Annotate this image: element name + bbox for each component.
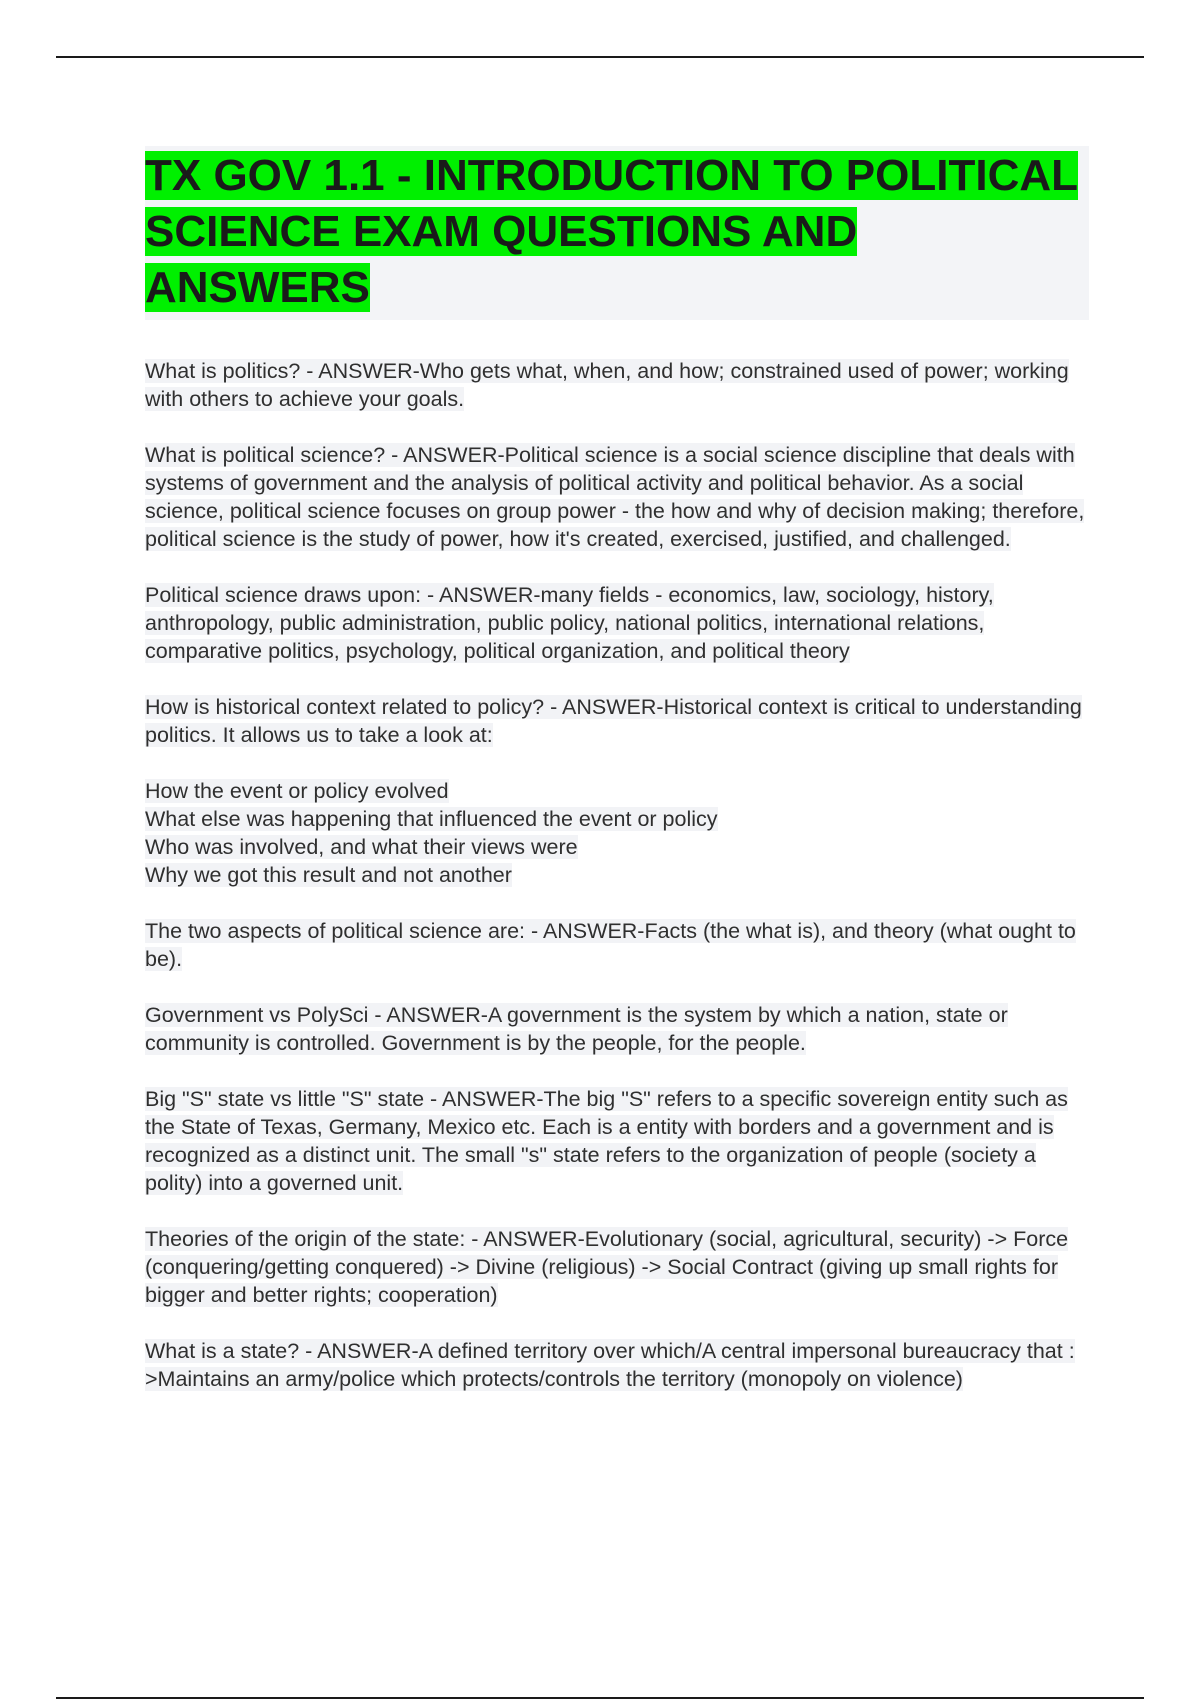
list-item: How the event or policy evolved (145, 779, 449, 803)
bottom-divider (56, 1697, 1144, 1699)
qa-text: What is a state? - ANSWER-A defined territory over which/A central impersonal bureaucracy that : (145, 1339, 1075, 1363)
document-title (145, 148, 1089, 316)
qa-item-historical-context (145, 693, 1089, 749)
qa-item-political-science (145, 441, 1089, 553)
qa-text: What is political science? - ANSWER-Political science is a social science discipline that deals with systems of government and the analysis of political activity and political behavior. As a social science, political science focuses on group power - the how and why of decision making; therefore, political science is the study of power, how it's created, exercised, justified, and challenged. (145, 443, 1085, 551)
list-item: Who was involved, and what their views were (145, 835, 578, 859)
qa-item-what-is-state (145, 1337, 1089, 1365)
qa-item-two-aspects (145, 917, 1089, 973)
list-item: What else was happening that influenced the event or policy (145, 807, 718, 831)
qa-item-politics (145, 357, 1089, 413)
qa-text: Political science draws upon: - ANSWER-many fields - economics, law, sociology, history, anthropology, public administration, public policy, national politics, international relations, comparative politics, psychology, political organization, and political theory (145, 583, 994, 663)
qa-text: The two aspects of political science are: - ANSWER-Facts (the what is), and theory (what ought to be). (145, 919, 1076, 971)
highlighted-title-text: TX GOV 1.1 - INTRODUCTION TO POLITICAL SCIENCE EXAM QUESTIONS AND ANSWERS (145, 151, 1079, 312)
qa-item-government-vs-polysci (145, 1001, 1089, 1057)
qa-item-origin-of-state (145, 1225, 1089, 1309)
top-divider (56, 56, 1144, 58)
qa-text: Theories of the origin of the state: - ANSWER-Evolutionary (social, agricultural, security) -> Force (conquering/getting conquered) -> Divine (religious) -> Social Contract (giving up small rights for bigger and better rights; cooperation) (145, 1227, 1069, 1307)
state-point: >Maintains an army/police which protects/controls the territory (monopoly on violence) (145, 1367, 963, 1391)
qa-text: How is historical context related to policy? - ANSWER-Historical context is critical to understanding politics. It allows us to take a look at: (145, 695, 1082, 747)
list-item: Why we got this result and not another (145, 863, 512, 887)
qa-text: What is politics? - ANSWER-Who gets what, when, and how; constrained used of power; working with others to achieve your goals. (145, 359, 1069, 411)
qa-item-draws-upon (145, 581, 1089, 665)
title-block (145, 146, 1089, 320)
historical-context-list (145, 777, 1089, 889)
qa-item-big-s-state (145, 1085, 1089, 1197)
qa-content (145, 357, 1089, 1393)
qa-text: Big "S" state vs little "S" state - ANSWER-The big "S" refers to a specific sovereign entity such as the State of Texas, Germany, Mexico etc. Each is a entity with borders and a government and is recognized as a distinct unit. The small "s" state refers to the organization of people (society a polity) into a governed unit. (145, 1087, 1068, 1195)
qa-text: Government vs PolySci - ANSWER-A government is the system by which a nation, state or community is controlled. Government is by the people, for the people. (145, 1003, 1008, 1055)
